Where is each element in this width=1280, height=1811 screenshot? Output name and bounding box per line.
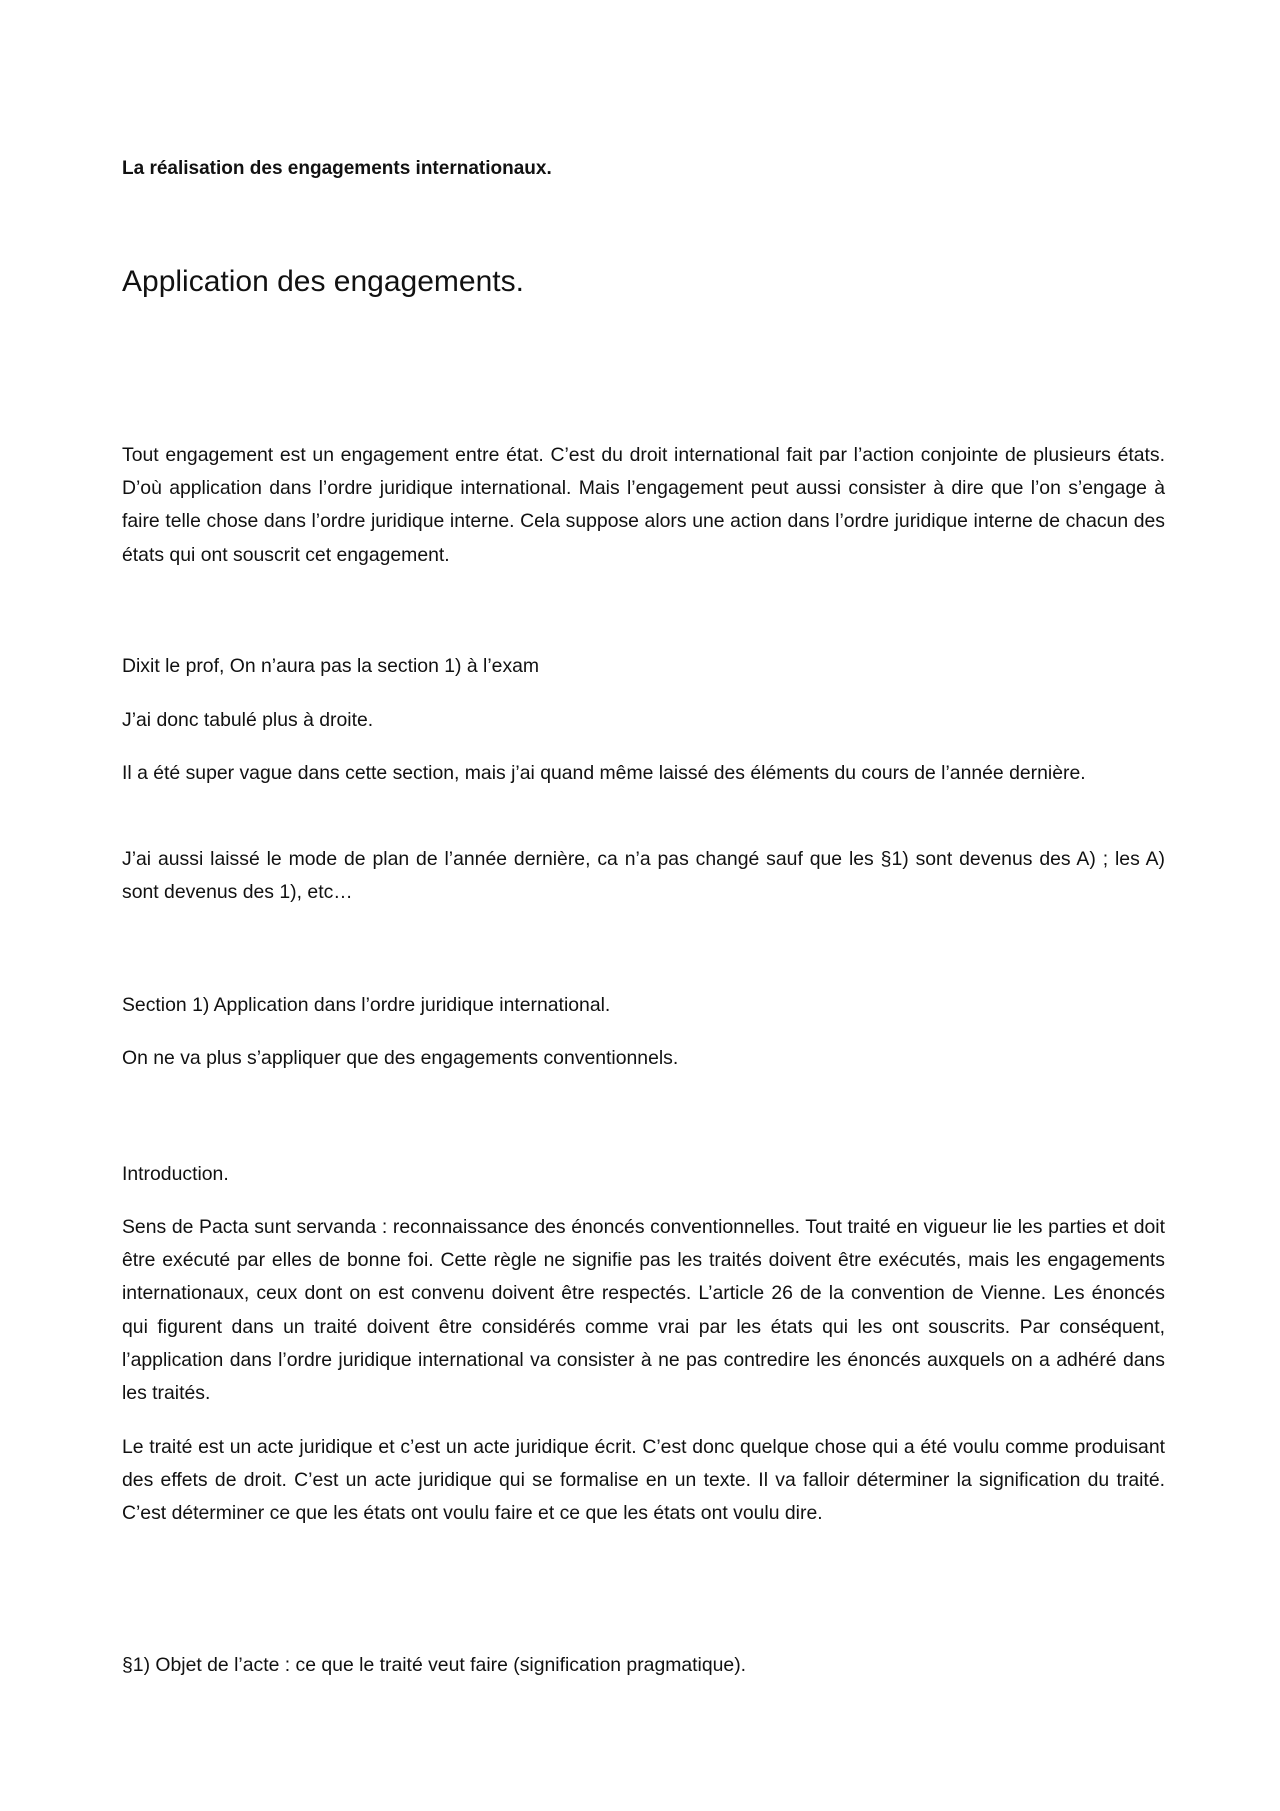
paragraph-prof-note: Dixit le prof, On n’aura pas la section 1) à l’exam (122, 655, 540, 677)
subsection-1-title: §1) Objet de l’acte : ce que le traité veut faire (signification pragmatique). (122, 1654, 747, 1676)
paragraph-pacta: Sens de Pacta sunt servanda : reconnaissance des énoncés conventionnelles. Tout traité en vigueur lie les parties et doit être exécuté par elles de bonne foi. Cette règle ne signifie pas les traités doivent être exécutés, mais les engagements internationaux, ceux dont on est convenu doivent être respectés. L’article 26 de la convention de Vienne. Les énoncés qui figurent dans un traité doivent être considérés comme vrai par les états qui les ont souscrits. Par conséquent, l’application dans l’ordre juridique international va consister à ne pas contredire les énoncés auxquels on a adhéré dans les traités. (122, 1216, 1165, 1405)
paragraph-tab-note: J’ai donc tabulé plus à droite. (122, 709, 374, 731)
paragraph-plan-note: J’ai aussi laissé le mode de plan de l’année dernière, ca n’a pas changé sauf que les §1) sont devenus des A) ; les A) sont devenus des 1), etc… (122, 848, 1165, 904)
paragraph-acte-juridique: Le traité est un acte juridique et c’est un acte juridique écrit. C’est donc quelque chose qui a été voulu comme produisant des effets de droit. C’est un acte juridique qui se formalise en un texte. Il va falloir déterminer la signification du traité. C’est déterminer ce que les états ont voulu faire et ce que les états ont voulu dire. (122, 1436, 1165, 1525)
introduction-title: Introduction. (122, 1163, 229, 1185)
section-1-title: Section 1) Application dans l’ordre juridique international. (122, 994, 611, 1016)
paragraph-conventional: On ne va plus s’appliquer que des engagements conventionnels. (122, 1047, 679, 1069)
paragraph-intro: Tout engagement est un engagement entre état. C’est du droit international fait par l’action conjointe de plusieurs états. D’où application dans l’ordre juridique international. Mais l’engagement peut aussi consister à dire que l’on s’engage à faire telle chose dans l’ordre juridique interne. Cela suppose alors une action dans l’ordre juridique interne de chacun des états qui ont souscrit cet engagement. (122, 444, 1165, 566)
document-heading: Application des engagements. (122, 265, 524, 298)
document-title: La réalisation des engagements internationaux. (122, 158, 552, 179)
paragraph-vague-note: Il a été super vague dans cette section, mais j’ai quand même laissé des éléments du cours de l’année dernière. (122, 762, 1086, 784)
